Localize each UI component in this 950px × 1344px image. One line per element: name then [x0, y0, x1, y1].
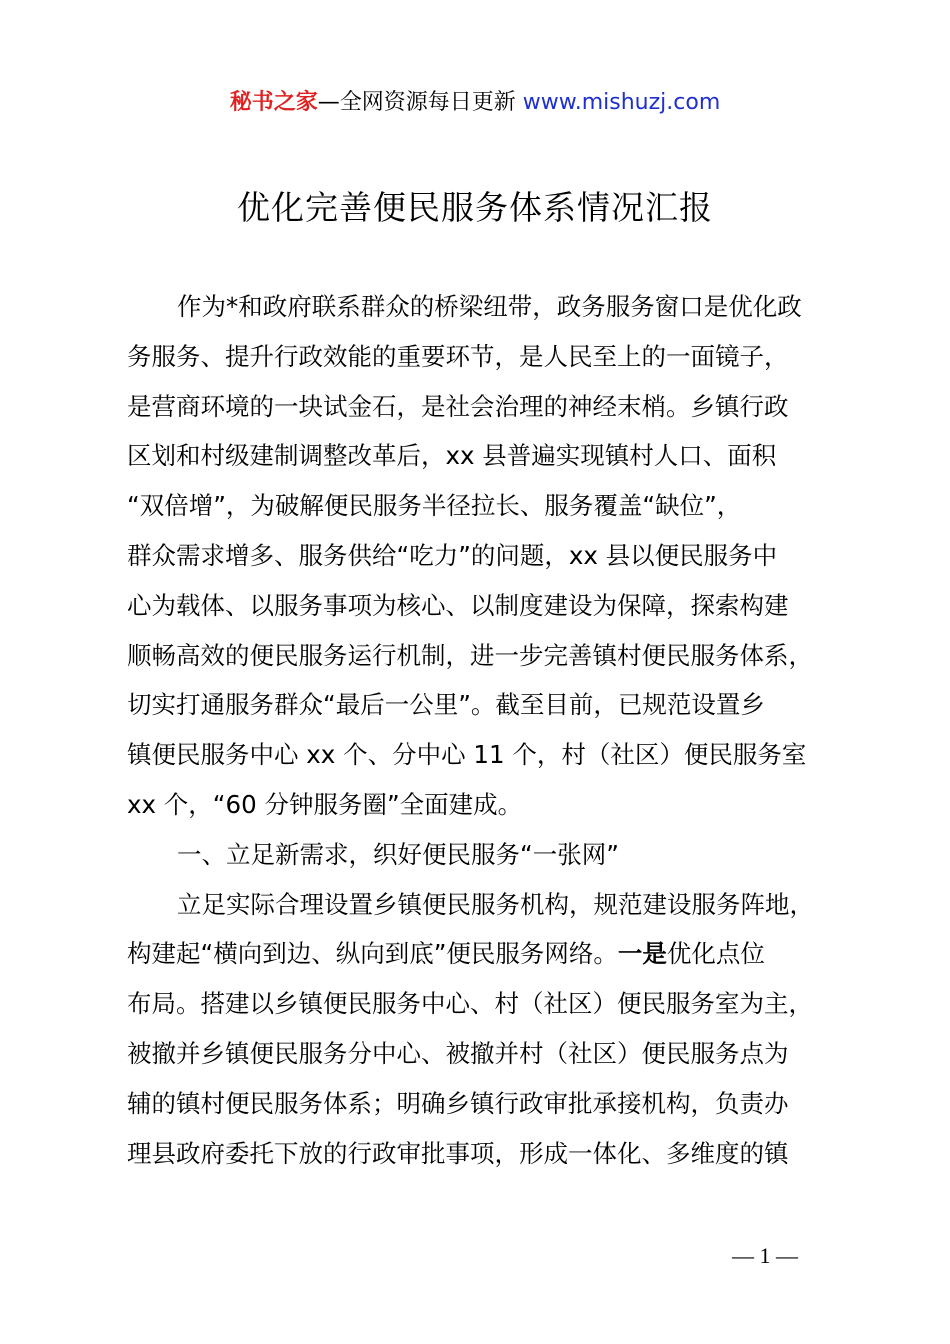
text-line: 是营商环境的一块试金石，是社会治理的神经末梢。乡镇行政	[127, 391, 789, 421]
text-line: 布局。搭建以乡镇便民服务中心、村（社区）便民服务室为主，	[127, 989, 813, 1019]
section-heading: 一、立足新需求，织好便民服务“一张网”	[177, 839, 619, 869]
text-line: 理县政府委托下放的行政审批事项，形成一体化、多维度的镇	[127, 1138, 789, 1168]
text-line: 作为*和政府联系群众的桥梁纽带，政务服务窗口是优化政	[177, 292, 802, 321]
site-tagline: —全网资源每日更新	[317, 90, 516, 115]
site-url-link[interactable]: www.mishuzj.com	[522, 90, 721, 115]
text-line: 心为载体、以服务事项为核心、以制度建设为保障，探索构建	[127, 590, 789, 620]
site-header	[0, 86, 950, 120]
text-line: “双倍增”，为破解便民服务半径拉长、服务覆盖“缺位”，	[127, 491, 742, 521]
text-line: 务服务、提升行政效能的重要环节，是人民至上的一面镜子，	[127, 341, 789, 371]
text-segment: 构建起“横向到边、纵向到底”便民服务网络。	[127, 939, 618, 969]
document-title: 优化完善便民服务体系情况汇报	[237, 188, 713, 227]
text-line: 立足实际合理设置乡镇便民服务机构，规范建设服务阵地，	[177, 889, 814, 919]
text-line: xx 个，“60 分钟服务圈”全面建成。	[127, 789, 523, 819]
text-line: 辅的镇村便民服务体系；明确乡镇行政审批承接机构，负责办	[127, 1088, 789, 1118]
text-line: 被撤并乡镇便民服务分中心、被撤并村（社区）便民服务点为	[127, 1038, 789, 1068]
text-line: 顺畅高效的便民服务运行机制，进一步完善镇村便民服务体系，	[127, 640, 813, 670]
document-body	[127, 282, 827, 1178]
text-line: 群众需求增多、服务供给“吃力”的问题，xx 县以便民服务中	[127, 540, 778, 570]
site-brand: 秘书之家	[229, 90, 318, 115]
text-line: 切实打通服务群众“最后一公里”。截至目前，已规范设置乡	[127, 690, 765, 720]
text-line	[127, 929, 827, 979]
text-segment: 优化点位	[666, 939, 765, 969]
text-line: 镇便民服务中心 xx 个、分中心 11 个，村（社区）便民服务室	[127, 740, 807, 770]
text-line: 区划和村级建制调整改革后，xx 县普遍实现镇村人口、面积	[127, 441, 777, 471]
emphasis-label: 一是	[617, 939, 667, 969]
page-number: — 1 —	[732, 1243, 798, 1268]
